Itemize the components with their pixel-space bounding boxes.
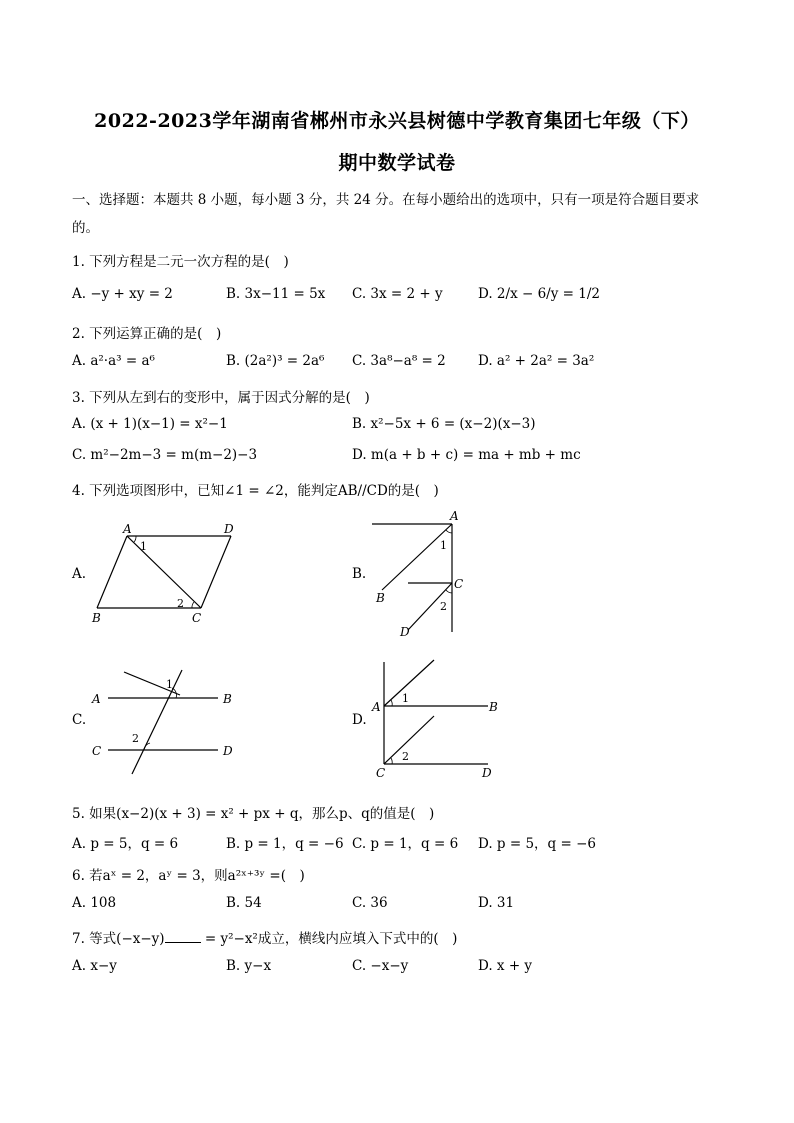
fig-d-label-d: D bbox=[482, 766, 492, 780]
question-5-option-c[interactable]: C. p = 1，q = 6 bbox=[352, 836, 459, 852]
fig-c-label-d: D bbox=[223, 744, 233, 758]
fig-d-label-a: A bbox=[372, 700, 381, 714]
question-4-stem: 4. 下列选项图形中，已知∠1 = ∠2，能判定AB//CD的是( ) bbox=[72, 483, 439, 499]
question-7-blank bbox=[165, 930, 201, 943]
question-6-option-c[interactable]: C. 36 bbox=[352, 895, 388, 911]
fig-a-label-b: B bbox=[92, 611, 101, 625]
question-7-stem-post: = y²−x²成立，横线内应填入下式中的( ) bbox=[200, 931, 458, 947]
fig-c-angle-1: 1 bbox=[166, 678, 173, 691]
fig-a-angle-1: 1 bbox=[140, 540, 147, 553]
question-1-option-a[interactable]: A. −y + xy = 2 bbox=[72, 286, 173, 302]
question-6-option-b[interactable]: B. 54 bbox=[226, 895, 262, 911]
question-6-stem: 6. 若aˣ = 2，aʸ = 3，则a²ˣ⁺³ʸ =( ) bbox=[72, 868, 305, 884]
page-title-line1: 2022-2023学年湖南省郴州市永兴县树德中学教育集团七年级（下） bbox=[94, 110, 700, 132]
fig-c-label-b: B bbox=[223, 692, 232, 706]
page-title-line2: 期中数学试卷 bbox=[338, 152, 456, 174]
question-4-option-a[interactable]: A. bbox=[72, 566, 87, 582]
fig-b-label-a: A bbox=[450, 509, 459, 523]
question-5-option-d[interactable]: D. p = 5，q = −6 bbox=[478, 836, 596, 852]
question-5-option-a[interactable]: A. p = 5，q = 6 bbox=[72, 836, 179, 852]
fig-a-angle-2: 2 bbox=[177, 597, 184, 610]
question-7-stem-pre: 7. 等式(−x−y) bbox=[72, 931, 165, 947]
fig-a-label-d: D bbox=[224, 522, 234, 536]
question-4-option-c[interactable]: C. bbox=[72, 712, 87, 728]
question-4-option-b[interactable]: B. bbox=[352, 566, 367, 582]
question-1-stem: 1. 下列方程是二元一次方程的是( ) bbox=[72, 254, 289, 270]
question-6-option-d[interactable]: D. 31 bbox=[478, 895, 515, 911]
fig-c-angle-2: 2 bbox=[132, 732, 139, 745]
question-2-option-a[interactable]: A. a²·a³ = a⁶ bbox=[72, 353, 155, 369]
fig-a-label-a: A bbox=[123, 522, 132, 536]
question-6-option-a[interactable]: A. 108 bbox=[72, 895, 117, 911]
question-2-option-b[interactable]: B. (2a²)³ = 2a⁶ bbox=[226, 353, 325, 369]
fig-d-angle-1: 1 bbox=[402, 692, 409, 705]
question-5-stem: 5. 如果(x−2)(x + 3) = x² + px + q，那么p、q的值是( ) bbox=[72, 806, 435, 822]
question-2-option-d[interactable]: D. a² + 2a² = 3a² bbox=[478, 353, 595, 369]
section-intro-line1: 一、选择题：本题共 8 小题，每小题 3 分，共 24 分。在每小题给出的选项中，只有一项是符合题目要求 bbox=[72, 192, 700, 208]
figure-b bbox=[368, 506, 478, 642]
figure-c bbox=[86, 664, 246, 776]
fig-b-label-c: C bbox=[454, 577, 464, 591]
question-7-stem bbox=[72, 927, 457, 947]
question-3-option-d[interactable]: D. m(a + b + c) = ma + mb + mc bbox=[352, 447, 581, 463]
fig-b-angle-1: 1 bbox=[440, 539, 447, 552]
section-intro-line2: 的。 bbox=[72, 220, 99, 236]
fig-b-label-d: D bbox=[400, 625, 410, 639]
question-2-stem: 2. 下列运算正确的是( ) bbox=[72, 326, 222, 342]
fig-b-angle-2: 2 bbox=[440, 600, 447, 613]
question-3-option-a[interactable]: A. (x + 1)(x−1) = x²−1 bbox=[72, 416, 228, 432]
question-3-option-b[interactable]: B. x²−5x + 6 = (x−2)(x−3) bbox=[352, 416, 536, 432]
fig-a-label-c: C bbox=[192, 611, 202, 625]
fig-b-label-b: B bbox=[376, 591, 385, 605]
fig-c-label-c: C bbox=[92, 744, 102, 758]
question-7-option-a[interactable]: A. x−y bbox=[72, 958, 117, 974]
question-5-option-b[interactable]: B. p = 1，q = −6 bbox=[226, 836, 344, 852]
figure-a bbox=[86, 518, 256, 630]
fig-d-angle-2: 2 bbox=[402, 750, 409, 763]
question-1-option-b[interactable]: B. 3x−11 = 5x bbox=[226, 286, 326, 302]
question-3-option-c[interactable]: C. m²−2m−3 = m(m−2)−3 bbox=[72, 447, 258, 463]
question-7-option-d[interactable]: D. x + y bbox=[478, 958, 533, 974]
fig-d-label-c: C bbox=[376, 766, 386, 780]
question-2-option-c[interactable]: C. 3a⁸−a⁸ = 2 bbox=[352, 353, 446, 369]
question-1-option-d[interactable]: D. 2/x − 6/y = 1/2 bbox=[478, 286, 600, 302]
question-1-option-c[interactable]: C. 3x = 2 + y bbox=[352, 286, 443, 302]
question-4-option-d[interactable]: D. bbox=[352, 712, 367, 728]
question-3-stem: 3. 下列从左到右的变形中，属于因式分解的是( ) bbox=[72, 390, 370, 406]
fig-c-label-a: A bbox=[92, 692, 101, 706]
question-7-option-c[interactable]: C. −x−y bbox=[352, 958, 409, 974]
figure-d bbox=[368, 654, 508, 784]
question-7-option-b[interactable]: B. y−x bbox=[226, 958, 272, 974]
fig-d-label-b: B bbox=[489, 700, 498, 714]
